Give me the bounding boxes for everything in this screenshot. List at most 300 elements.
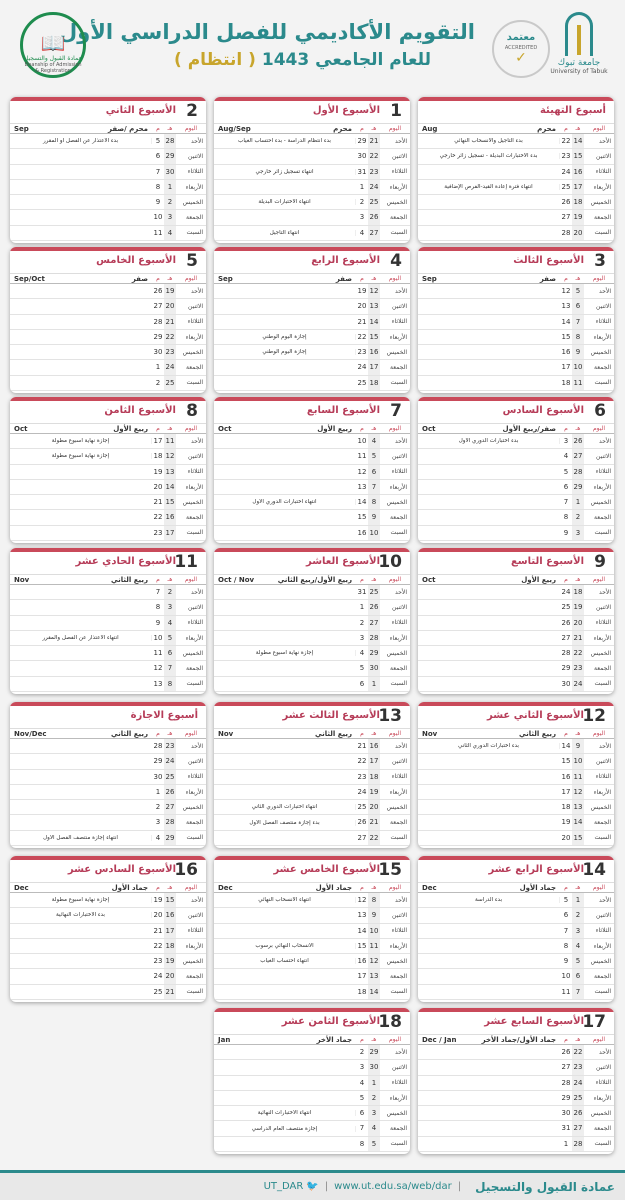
hijri-date: 28 [572, 465, 584, 479]
gregorian-date: 13 [357, 482, 367, 491]
gregorian-date: 16 [357, 957, 367, 966]
day-name: الخميس [590, 649, 611, 657]
hijri-date: 24 [164, 360, 176, 374]
event-text: إجازة نهاية أسبوع مطولة [10, 453, 152, 459]
day-name: الاثنين [596, 911, 611, 919]
gregorian-date: 4 [359, 649, 365, 658]
hijri-date: 19 [572, 600, 584, 614]
gregorian-date: 14 [561, 742, 571, 750]
hijri-date: 19 [164, 954, 176, 968]
hijri-date: 1 [164, 180, 176, 194]
day-name: الثلاثاء [187, 318, 203, 326]
table-row [418, 526, 614, 541]
day-name: الخميس [386, 803, 407, 811]
gregorian-date: 30 [357, 152, 367, 161]
day-name: الاثنين [392, 757, 407, 765]
gregorian-date: 24 [357, 787, 367, 796]
gregorian-date: 17 [357, 972, 367, 981]
table-row [418, 815, 614, 830]
gregorian-date: 1 [155, 363, 161, 372]
table-row [418, 480, 614, 495]
table-row [214, 330, 410, 345]
gregorian-month: Aug [422, 124, 438, 133]
week-number: 1 [390, 101, 402, 121]
gregorian-date: 28 [561, 1078, 571, 1087]
hijri-date: 15 [368, 330, 380, 344]
gregorian-date: 12 [561, 287, 571, 295]
table-row [418, 149, 614, 164]
col-gregorian: م [360, 425, 364, 432]
col-gregorian: م [564, 425, 568, 432]
gregorian-date: 26 [153, 287, 163, 295]
gregorian-date: 20 [561, 833, 571, 842]
week-table-header [418, 574, 614, 585]
week-number: 10 [378, 552, 402, 572]
table-row [10, 434, 206, 449]
col-gregorian: م [360, 1036, 364, 1043]
table-row [10, 165, 206, 180]
hijri-month: ربيع الثاني [315, 729, 352, 738]
hijri-date: 29 [368, 1045, 380, 1059]
col-hijri: هـ [575, 425, 581, 432]
week-header [418, 251, 614, 273]
day-name: الخميس [386, 649, 407, 657]
gregorian-date: 1 [359, 603, 365, 612]
day-name: الأحد [191, 896, 203, 904]
week-title: الأسبوع الثالث [513, 255, 584, 266]
day-name: الخميس [182, 649, 203, 657]
gregorian-date: 7 [155, 167, 161, 176]
day-name: الأربعاء [389, 1094, 407, 1102]
gregorian-date: 20 [357, 302, 367, 311]
day-name: الاثنين [596, 1063, 611, 1071]
day-name: السبت [186, 529, 203, 537]
table-row [418, 195, 614, 210]
gregorian-date: 14 [357, 498, 367, 507]
gregorian-month: Dec [218, 883, 233, 892]
day-name: الجمعة [186, 214, 203, 222]
day-name: الثلاثاء [391, 168, 407, 176]
gregorian-date: 11 [357, 452, 367, 461]
page-header [0, 0, 625, 95]
table-row [214, 360, 410, 375]
week-card [418, 702, 614, 848]
event-text: بدء اختبارات الدوري الثاني [418, 743, 560, 749]
col-hijri: هـ [575, 576, 581, 583]
day-name: الاثنين [188, 452, 203, 460]
gregorian-date: 26 [357, 818, 367, 827]
gregorian-date: 14 [561, 317, 571, 326]
day-name: الأحد [395, 137, 407, 145]
day-name: الأربعاء [593, 634, 611, 642]
col-hijri: هـ [371, 425, 377, 432]
week-title: أسبوع الاجازة [130, 710, 198, 721]
gregorian-date: 24 [561, 167, 571, 176]
table-row [214, 345, 410, 360]
hijri-date: 26 [572, 434, 584, 448]
gregorian-date: 16 [561, 772, 571, 781]
table-row [418, 661, 614, 676]
table-row [418, 924, 614, 939]
day-name: الثلاثاء [391, 1079, 407, 1087]
week-table-header [214, 123, 410, 134]
day-name: الجمعة [186, 973, 203, 981]
hijri-date: 9 [572, 345, 584, 359]
hijri-date: 16 [164, 908, 176, 922]
gregorian-month: Sep [14, 124, 29, 133]
table-row [10, 360, 206, 375]
hijri-date: 4 [164, 226, 176, 240]
hijri-date: 12 [368, 954, 380, 968]
event-text: انتهاء الاختبارات النهائية [214, 1110, 356, 1116]
table-row [10, 345, 206, 360]
gregorian-month: Oct [422, 424, 436, 433]
table-row [10, 180, 206, 195]
gregorian-date: 21 [357, 742, 367, 750]
col-gregorian: م [360, 125, 364, 132]
gregorian-date: 7 [359, 1124, 365, 1133]
week-table-header [10, 273, 206, 284]
hijri-date: 11 [164, 434, 176, 448]
col-hijri: هـ [167, 125, 173, 132]
table-row [10, 954, 206, 969]
hijri-date: 2 [164, 585, 176, 599]
week-table-header [214, 423, 410, 434]
event-text: إجازة نهاية أسبوع مطولة [10, 897, 152, 903]
hijri-date: 26 [368, 210, 380, 224]
hijri-date: 11 [572, 770, 584, 784]
gregorian-date: 24 [561, 588, 571, 596]
table-row [214, 434, 410, 449]
gregorian-date: 6 [155, 152, 161, 161]
day-name: الجمعة [186, 819, 203, 827]
hijri-date: 10 [572, 754, 584, 768]
hijri-date: 6 [572, 299, 584, 313]
hijri-date: 20 [164, 969, 176, 983]
gregorian-date: 19 [153, 467, 163, 476]
day-name: الاثنين [596, 302, 611, 310]
col-day: اليوم [184, 425, 198, 432]
col-gregorian: م [360, 275, 364, 282]
week-number: 5 [186, 251, 198, 271]
hijri-date: 4 [572, 939, 584, 953]
day-name: الأحد [395, 588, 407, 596]
day-name: الاثنين [596, 757, 611, 765]
day-name: السبت [594, 834, 611, 842]
day-name: الثلاثاء [595, 168, 611, 176]
day-name: الجمعة [390, 665, 407, 673]
hijri-date: 25 [368, 585, 380, 599]
hijri-date: 2 [572, 908, 584, 922]
subtitle-year: للعام الجامعي 1443 [261, 50, 431, 70]
subtitle-mode: ( انتظام ) [174, 50, 256, 70]
gregorian-date: 20 [153, 911, 163, 920]
table-row [418, 299, 614, 314]
hijri-date: 9 [368, 510, 380, 524]
day-name: الثلاثاء [391, 468, 407, 476]
gregorian-date: 19 [357, 287, 367, 295]
week-title: الأسبوع الرابع [311, 255, 380, 266]
week-table-header [214, 1034, 410, 1045]
table-row [214, 924, 410, 939]
table-row [10, 785, 206, 800]
day-name: الاثنين [188, 757, 203, 765]
hijri-date: 16 [368, 345, 380, 359]
col-hijri: هـ [371, 576, 377, 583]
hijri-date: 1 [368, 1076, 380, 1090]
footer-twitter-handle[interactable]: UT_DAR [263, 1181, 304, 1192]
gregorian-date: 5 [563, 896, 569, 904]
table-row [418, 226, 614, 241]
table-row [418, 585, 614, 600]
week-title: الأسبوع السابع عشر [484, 1016, 584, 1027]
hijri-date: 20 [164, 299, 176, 313]
hijri-date: 23 [572, 661, 584, 675]
hijri-date: 29 [572, 480, 584, 494]
table-row [214, 134, 410, 149]
hijri-date: 22 [164, 330, 176, 344]
gregorian-date: 28 [561, 649, 571, 658]
day-name: الأربعاء [593, 483, 611, 491]
day-name: الأربعاء [389, 788, 407, 796]
day-name: السبت [186, 834, 203, 842]
col-hijri: هـ [575, 275, 581, 282]
table-row [418, 616, 614, 631]
hijri-month: صفر/ربيع الأول [502, 424, 556, 433]
day-name: الأربعاء [593, 183, 611, 191]
hijri-month: ربيع الثاني [111, 729, 148, 738]
day-name: الأحد [599, 896, 611, 904]
table-row [214, 1045, 410, 1060]
week-card [10, 856, 206, 1002]
week-header [418, 401, 614, 423]
table-row [10, 646, 206, 661]
hijri-month: ربيع الأول [317, 424, 352, 433]
col-day: اليوم [388, 884, 402, 891]
hijri-month: صفر [131, 274, 148, 283]
hijri-date: 7 [164, 661, 176, 675]
gregorian-date: 5 [563, 467, 569, 476]
day-name: الخميس [386, 198, 407, 206]
hijri-date: 27 [572, 449, 584, 463]
col-hijri: هـ [371, 1036, 377, 1043]
day-name: الأربعاء [185, 634, 203, 642]
table-row [214, 585, 410, 600]
gregorian-date: 27 [561, 213, 571, 222]
gregorian-date: 2 [359, 618, 365, 627]
hijri-date: 7 [572, 985, 584, 999]
deanship-name-en: Deanship of Admission & Registration [24, 62, 82, 74]
table-row [10, 770, 206, 785]
gregorian-date: 5 [359, 1093, 365, 1102]
day-name: الاثنين [596, 603, 611, 611]
day-name: السبت [186, 379, 203, 387]
page-subtitle [130, 50, 475, 70]
hijri-date: 17 [164, 526, 176, 540]
day-name: السبت [390, 529, 407, 537]
gregorian-date: 23 [153, 528, 163, 537]
hijri-date: 10 [368, 526, 380, 540]
day-name: الثلاثاء [595, 468, 611, 476]
hijri-date: 13 [572, 800, 584, 814]
col-gregorian: م [156, 275, 160, 282]
university-of-tabuk-logo [545, 12, 613, 86]
hijri-date: 10 [368, 924, 380, 938]
gregorian-date: 1 [155, 787, 161, 796]
table-row [214, 646, 410, 661]
week-header [214, 251, 410, 273]
gregorian-date: 11 [153, 228, 163, 237]
hijri-date: 29 [164, 149, 176, 163]
col-day: اليوم [184, 576, 198, 583]
table-row [214, 908, 410, 923]
table-row [418, 330, 614, 345]
hijri-date: 19 [164, 284, 176, 298]
week-table-header [418, 273, 614, 284]
week-title: الأسبوع السادس عشر [67, 864, 176, 875]
hijri-date: 22 [572, 646, 584, 660]
day-name: الأحد [599, 287, 611, 295]
day-name: الأربعاء [593, 788, 611, 796]
table-row [418, 465, 614, 480]
table-row [418, 677, 614, 692]
day-name: الاثنين [596, 452, 611, 460]
day-name: الثلاثاء [187, 773, 203, 781]
table-row [214, 315, 410, 330]
hijri-date: 3 [572, 526, 584, 540]
hijri-date: 15 [572, 831, 584, 845]
hijri-date: 13 [368, 299, 380, 313]
gregorian-date: 29 [153, 332, 163, 341]
table-row [214, 815, 410, 830]
day-name: الثلاثاء [187, 468, 203, 476]
gregorian-date: 10 [153, 633, 163, 642]
table-row [214, 954, 410, 969]
week-table-header [418, 728, 614, 739]
day-name: الخميس [590, 498, 611, 506]
hijri-date: 27 [164, 800, 176, 814]
gregorian-date: 9 [155, 198, 161, 207]
twitter-icon[interactable]: 🐦 [306, 1181, 319, 1192]
table-row [10, 939, 206, 954]
gregorian-month: Dec [422, 883, 437, 892]
hijri-date: 14 [572, 134, 584, 148]
week-card [418, 97, 614, 243]
table-row [214, 376, 410, 391]
day-name: الأربعاء [185, 183, 203, 191]
gregorian-date: 9 [563, 528, 569, 537]
table-row [214, 1091, 410, 1106]
table-row [214, 210, 410, 225]
week-title: الأسبوع التاسع [510, 556, 584, 567]
table-row [214, 495, 410, 510]
hijri-date: 21 [164, 315, 176, 329]
event-text: إجازة نهاية أسبوع مطولة [10, 438, 152, 444]
hijri-month: صفر [335, 274, 352, 283]
table-row [10, 195, 206, 210]
day-name: السبت [594, 529, 611, 537]
table-row [418, 985, 614, 1000]
gregorian-month: Nov [218, 729, 234, 738]
week-header [10, 706, 206, 728]
week-number: 3 [594, 251, 606, 271]
event-text: إجازة نهاية أسبوع مطولة [214, 650, 356, 656]
hijri-month: جماد الأول/جماد الأخر [481, 1035, 556, 1044]
gregorian-date: 7 [155, 588, 161, 596]
week-table-header [418, 123, 614, 134]
hijri-date: 22 [368, 149, 380, 163]
gregorian-date: 27 [153, 302, 163, 311]
week-card [418, 548, 614, 694]
gregorian-date: 20 [153, 482, 163, 491]
day-name: الثلاثاء [595, 927, 611, 935]
gregorian-date: 5 [359, 664, 365, 673]
table-row [10, 661, 206, 676]
gregorian-date: 2 [155, 378, 161, 387]
gregorian-date: 19 [561, 818, 571, 827]
gregorian-date: 4 [359, 228, 365, 237]
gregorian-date: 28 [153, 317, 163, 326]
day-name: الجمعة [594, 973, 611, 981]
day-name: الثلاثاء [391, 619, 407, 627]
day-name: الخميس [182, 348, 203, 356]
table-row [10, 210, 206, 225]
week-card [214, 856, 410, 1002]
day-name: الخميس [590, 803, 611, 811]
week-title: الأسبوع السادس [502, 405, 584, 416]
hijri-date: 16 [368, 739, 380, 753]
day-name: الأحد [191, 287, 203, 295]
day-name: الأحد [191, 588, 203, 596]
hijri-month: ربيع الثاني [111, 575, 148, 584]
col-gregorian: م [564, 125, 568, 132]
day-name: الأربعاء [389, 634, 407, 642]
hijri-date: 23 [164, 345, 176, 359]
gregorian-date: 12 [357, 896, 367, 904]
col-gregorian: م [564, 730, 568, 737]
day-name: الجمعة [390, 364, 407, 372]
day-name: الجمعة [390, 819, 407, 827]
day-name: السبت [594, 1140, 611, 1148]
hijri-date: 20 [572, 616, 584, 630]
table-row [418, 1060, 614, 1075]
footer-separator: | [324, 1181, 329, 1192]
gregorian-date: 15 [357, 513, 367, 522]
hijri-date: 17 [368, 754, 380, 768]
hijri-date: 29 [164, 831, 176, 845]
page-footer [0, 1170, 625, 1200]
gregorian-date: 4 [359, 1078, 365, 1087]
day-name: السبت [594, 680, 611, 688]
day-name: الخميس [590, 957, 611, 965]
gregorian-date: 25 [561, 603, 571, 612]
table-row [10, 924, 206, 939]
university-name-ar: جامعة تبوك [557, 58, 601, 68]
week-title: الأسبوع الثاني عشر [487, 710, 584, 721]
gregorian-month: Nov [14, 575, 30, 584]
event-text: إجازة منتصف العام الدراسي [214, 1126, 356, 1132]
gregorian-date: 24 [357, 363, 367, 372]
day-name: الخميس [386, 957, 407, 965]
hijri-month: محرم [537, 124, 556, 133]
gregorian-date: 8 [563, 941, 569, 950]
day-name: الجمعة [186, 665, 203, 673]
footer-website-link[interactable]: www.ut.edu.sa/web/dar [334, 1181, 452, 1192]
gregorian-date: 17 [561, 363, 571, 372]
event-text: انتهاء تسجيل زائر خارجي [214, 169, 356, 175]
table-row [10, 677, 206, 692]
table-row [418, 831, 614, 846]
